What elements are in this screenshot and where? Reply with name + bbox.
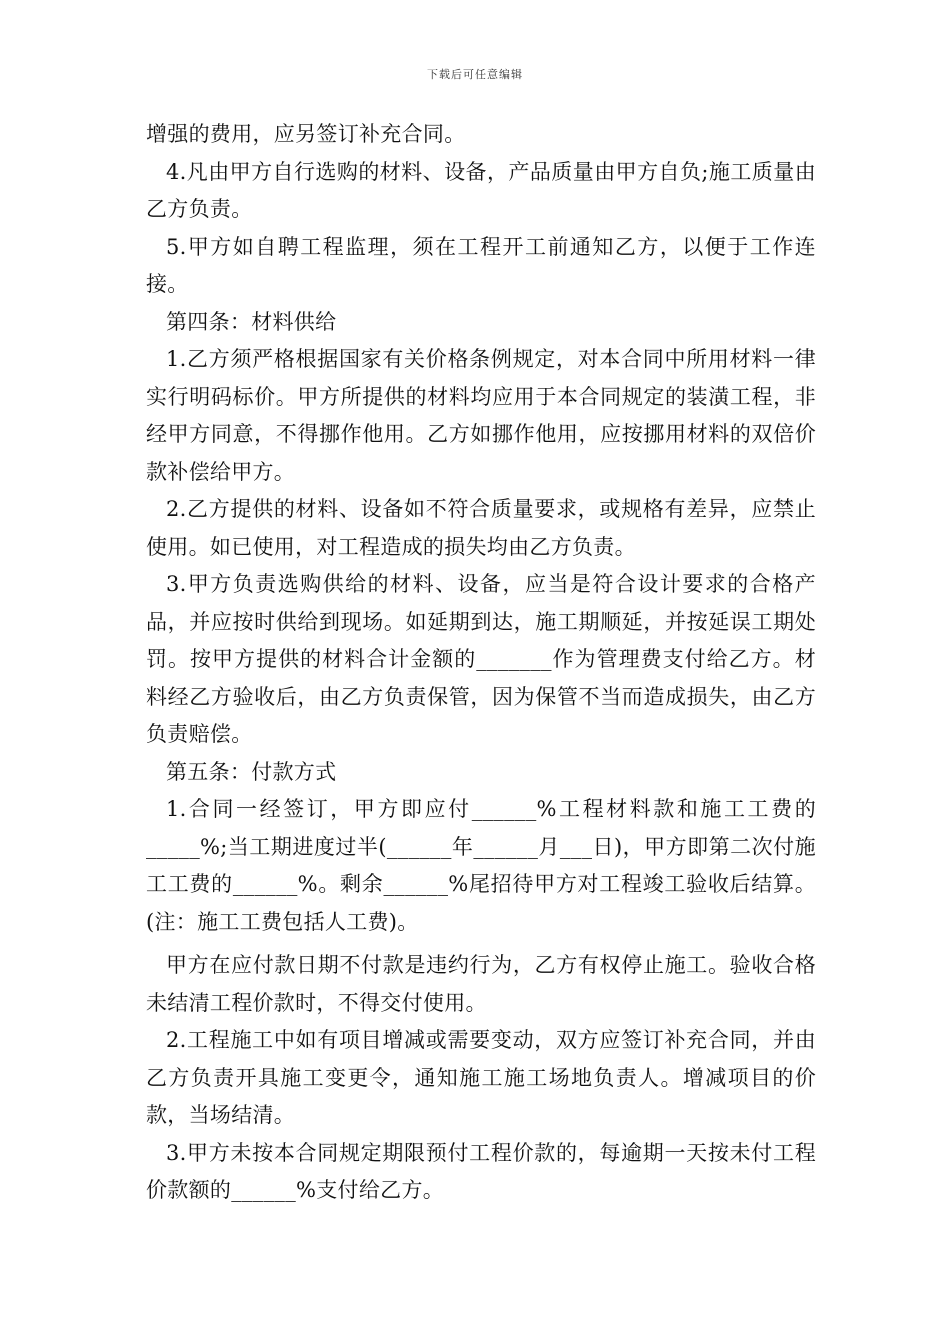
paragraph-materials-3: 3.甲方负责选购供给的材料、设备，应当是符合设计要求的合格产品，并应按时供给到现场。如延期到达，施工期顺延，并按延误工期处罚。按甲方提供的材料合计金额的_______作为管理费支付给乙方。材料经乙方验收后，由乙方负责保管，因为保管不当而造成损失，由乙方负责赔偿。 — [146, 572, 816, 746]
paragraph-payment-3: 3.甲方未按本合同规定期限预付工程价款的，每逾期一天按未付工程价款额的______%支付给乙方。 — [146, 1140, 816, 1202]
paragraph-item-4: 4.凡由甲方自行选购的材料、设备，产品质量由甲方自负;施工质量由乙方负责。 — [146, 159, 816, 221]
section-heading-article-5: 第五条：付款方式 — [166, 759, 337, 784]
paragraph-materials-2: 2.乙方提供的材料、设备如不符合质量要求，或规格有差异，应禁止使用。如已使用，对工程造成的损失均由乙方负责。 — [146, 497, 816, 559]
page-header: 下载后可任意编辑 — [427, 68, 523, 81]
paragraph-payment-2: 2.工程施工中如有项目增减或需要变动，双方应签订补充合同，并由乙方负责开具施工变更令，通知施工施工场地负责人。增减项目的价款，当场结清。 — [146, 1028, 816, 1127]
paragraph-item-5: 5.甲方如自聘工程监理，须在工程开工前通知乙方，以便于工作连接。 — [146, 234, 816, 296]
paragraph-continuation: 增强的费用，应另签订补充合同。 — [146, 122, 466, 146]
paragraph-materials-1: 1.乙方须严格根据国家有关价格条例规定，对本合同中所用材料一律实行明码标价。甲方所提供的材料均应用于本合同规定的装潢工程，非经甲方同意，不得挪作他用。乙方如挪作他用，应按挪用材料的双倍价款补偿给甲方。 — [146, 347, 816, 484]
paragraph-payment-1: 1.合同一经签订，甲方即应付______%工程材料款和施工工费的_____%;当工期进度过半(______年______月___日)，甲方即第二次付施工工费的______%。剩余______%尾招待甲方对工程竣工验收后结算。(注：施工工费包括人工费)。 — [146, 797, 816, 934]
document-body — [146, 116, 816, 1210]
section-heading-article-4: 第四条：材料供给 — [166, 309, 337, 334]
paragraph-payment-default: 甲方在应付款日期不付款是违约行为，乙方有权停止施工。验收合格未结清工程价款时，不得交付使用。 — [146, 953, 816, 1015]
